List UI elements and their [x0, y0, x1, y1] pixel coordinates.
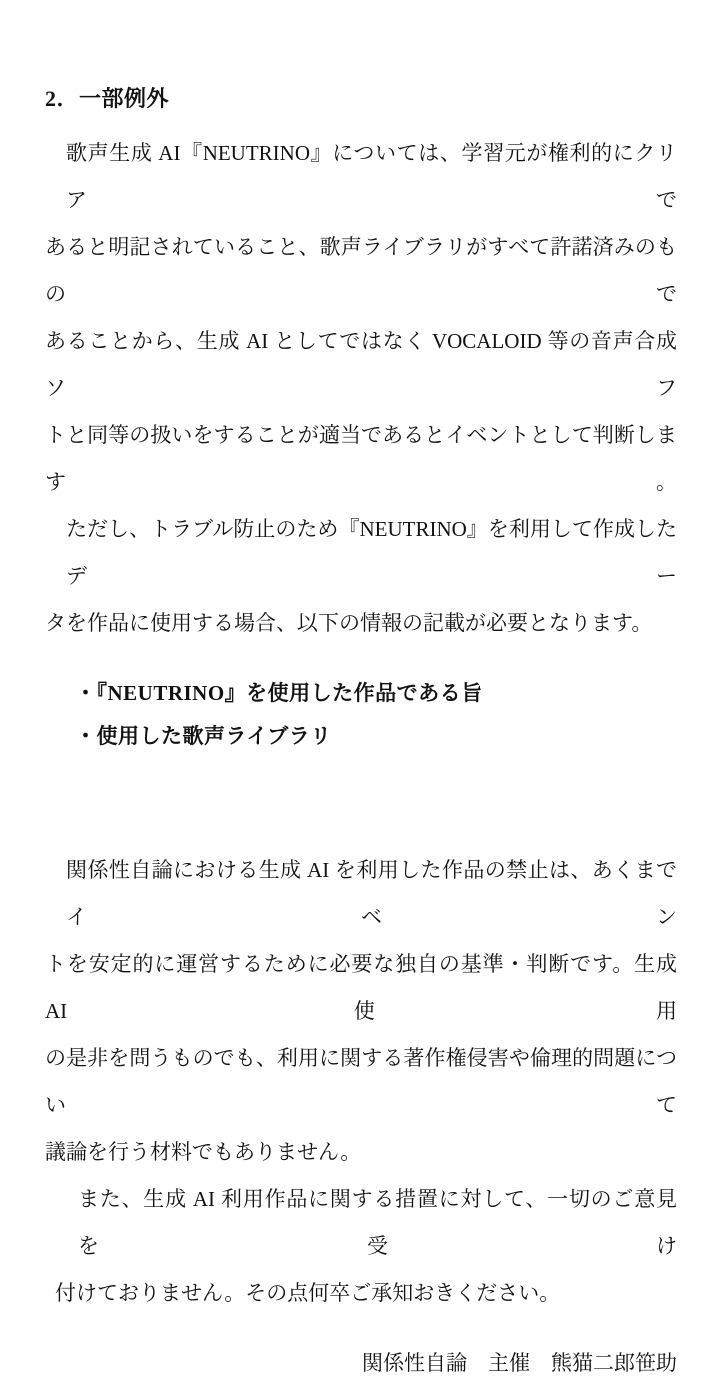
list-item: ・『NEUTRINO』を使用した作品である旨	[75, 681, 483, 705]
list-item: ・使用した歌声ライブラリ	[75, 724, 332, 748]
section-heading: 2．一部例外	[45, 86, 170, 111]
paragraph-line: トと同等の扱いをすることが適当であるとイベントとして判断します。	[45, 423, 677, 494]
paragraph-line: 付けておりません。その点何卒ご承知おきください。	[55, 1281, 561, 1305]
paragraph-neutrino-exception	[45, 130, 677, 506]
paragraph-line: あると明記されていること、歌声ライブラリがすべて許諾済みのもので	[45, 235, 677, 306]
paragraph-line: 議論を行う材料でもありません。	[45, 1140, 362, 1164]
required-info-list	[45, 672, 677, 758]
paragraph-line: また、生成 AI 利用作品に関する措置に対して、一切のご意見を受け	[78, 1187, 677, 1258]
paragraph-line: あることから、生成 AI としてではなく VOCALOID 等の音声合成ソフ	[45, 329, 677, 400]
paragraph-line: トを安定的に運営するために必要な独自の基準・判断です。生成 AI 使用	[45, 952, 677, 1023]
paragraph-line: ただし、トラブル防止のため『NEUTRINO』を利用して作成したデー	[66, 517, 677, 588]
paragraph-line: 歌声生成 AI『NEUTRINO』については、学習元が権利的にクリアで	[66, 141, 677, 212]
paragraph-data-usage-condition	[45, 506, 677, 647]
paragraph-line: の是非を問うものでも、利用に関する著作権侵害や倫理的問題について	[45, 1046, 677, 1117]
paragraph-event-policy	[45, 847, 677, 1176]
signature-line: 関係性自論 主催 熊猫二郎笹助	[362, 1351, 677, 1375]
paragraph-no-feedback	[45, 1176, 677, 1317]
paragraph-line: タを作品に使用する場合、以下の情報の記載が必要となります。	[45, 611, 653, 635]
paragraph-line: 関係性自論における生成 AI を利用した作品の禁止は、あくまでイベン	[66, 858, 677, 929]
